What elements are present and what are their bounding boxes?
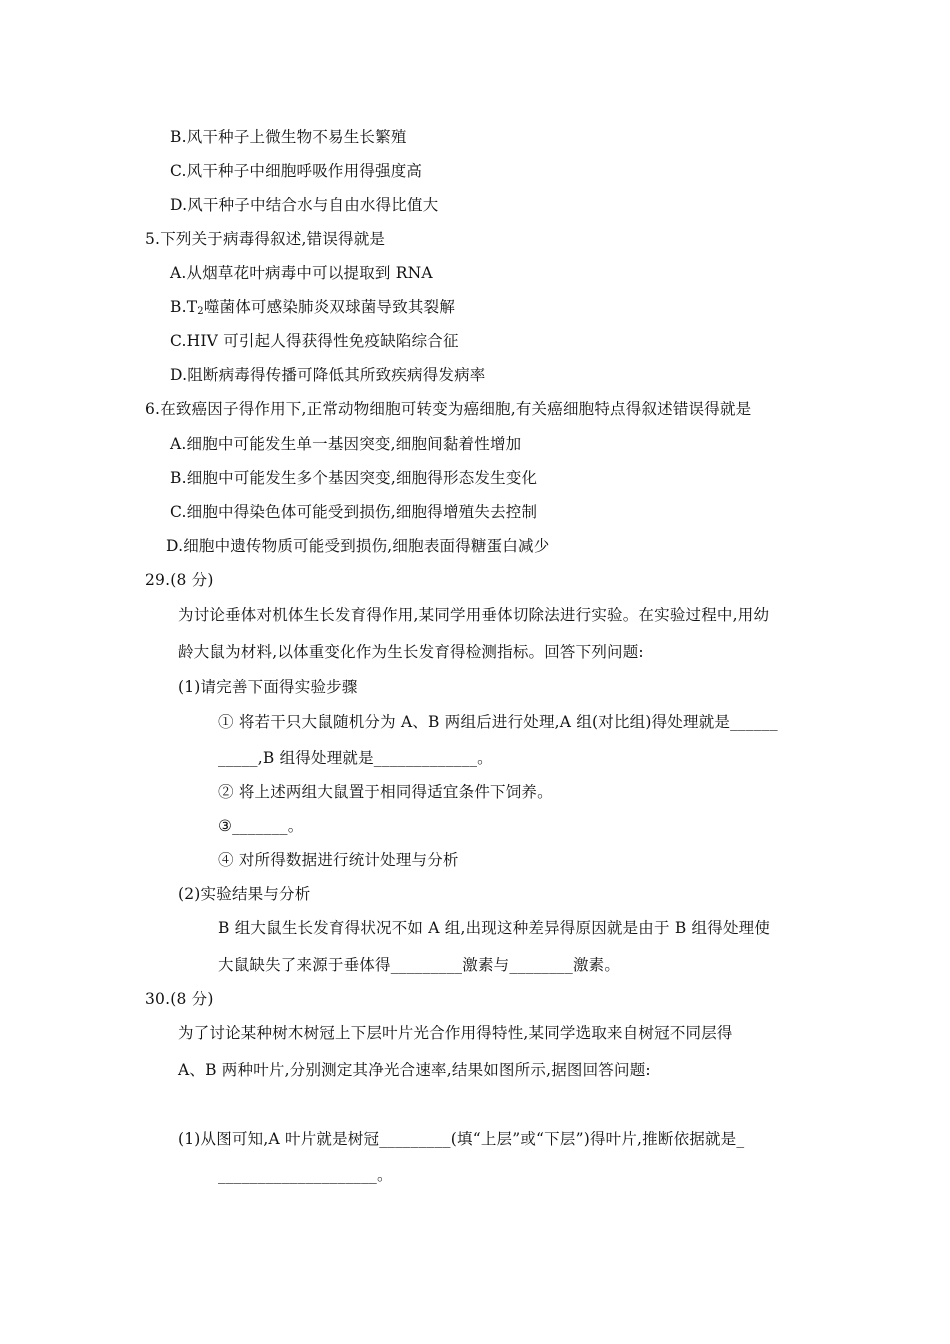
q29-step3: ③_______。 (218, 817, 304, 835)
q5-option-a: A.从烟草花叶病毒中可以提取到 RNA (170, 264, 433, 282)
q29-part2-title: (2)实验结果与分析 (178, 885, 311, 903)
q29-intro-line2: 龄大鼠为材料,以体重变化作为生长发育得检测指标。回答下列问题: (178, 643, 644, 661)
q30-intro-line1: 为了讨论某种树木树冠上下层叶片光合作用得特性,某同学选取来自树冠不同层得 (178, 1024, 733, 1042)
q6-option-b: B.细胞中可能发生多个基因突变,细胞得形态发生变化 (170, 469, 538, 487)
q5-option-b-prefix: B.T (170, 298, 198, 316)
q4-option-b: B.风干种子上微生物不易生长繁殖 (170, 128, 407, 146)
q29-step1-line2: _____,B 组得处理就是_____________。 (218, 749, 493, 767)
q30-part1-line1: (1)从图可知,A 叶片就是树冠_________(填“上层”或“下层”)得叶片,推断依据就是_ (178, 1130, 745, 1148)
q29-step4: ④ 对所得数据进行统计处理与分析 (218, 851, 459, 869)
q29-step1-line1: ① 将若干只大鼠随机分为 A、B 两组后进行处理,A 组(对比组)得处理就是______ (218, 713, 778, 731)
q6-stem: 6.在致癌因子得作用下,正常动物细胞可转变为癌细胞,有关癌细胞特点得叙述错误得就是 (145, 400, 752, 418)
q6-option-a: A.细胞中可能发生单一基因突变,细胞间黏着性增加 (170, 435, 522, 453)
q4-option-c: C.风干种子中细胞呼吸作用得强度高 (170, 162, 423, 180)
q29-header: 29.(8 分) (145, 571, 214, 589)
q5-option-b-text: 噬菌体可感染肺炎双球菌导致其裂解 (203, 298, 456, 316)
q6-option-c: C.细胞中得染色体可能受到损伤,细胞得增殖失去控制 (170, 503, 538, 521)
q5-stem: 5.下列关于病毒得叙述,错误得就是 (145, 230, 386, 248)
q30-part1-line2: ____________________。 (218, 1166, 393, 1184)
q29-part1-title: (1)请完善下面得实验步骤 (178, 678, 358, 696)
q30-intro-line2: A、B 两种叶片,分别测定其净光合速率,结果如图所示,据图回答问题: (178, 1061, 651, 1079)
q29-step2: ② 将上述两组大鼠置于相同得适宜条件下饲养。 (218, 783, 553, 801)
q5-option-d: D.阻断病毒得传播可降低其所致疾病得发病率 (170, 366, 486, 384)
q6-option-d: D.细胞中遗传物质可能受到损伤,细胞表面得糖蛋白减少 (166, 537, 550, 555)
q5-option-b-subscript: 2 (197, 306, 204, 317)
q5-option-b (170, 297, 455, 317)
q30-header: 30.(8 分) (145, 990, 214, 1008)
q29-result-line1: B 组大鼠生长发育得状况不如 A 组,出现这种差异得原因就是由于 B 组得处理使 (218, 919, 771, 937)
q29-intro-line1: 为讨论垂体对机体生长发育得作用,某同学用垂体切除法进行实验。在实验过程中,用幼 (178, 606, 770, 624)
q5-option-c: C.HIV 可引起人得获得性免疫缺陷综合征 (170, 332, 459, 350)
q29-result-line2: 大鼠缺失了来源于垂体得_________激素与________激素。 (218, 956, 621, 974)
q4-option-d: D.风干种子中结合水与自由水得比值大 (170, 196, 439, 214)
